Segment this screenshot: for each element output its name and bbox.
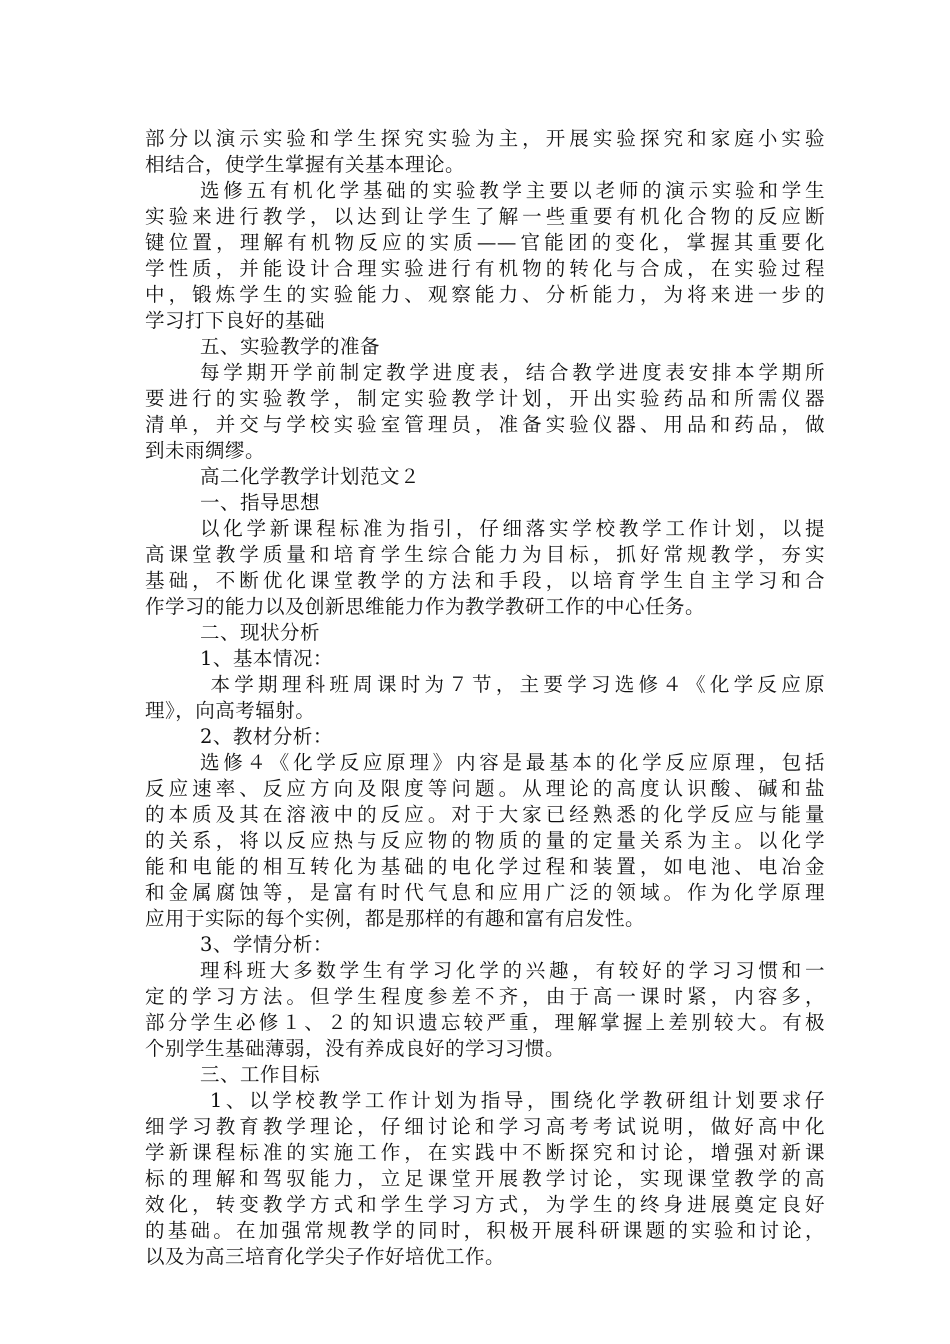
text-line: 清单，并交与学校实验室管理员，准备实验仪器、用品和药品，做 [145, 413, 825, 436]
text-line: 和金属腐蚀等，是富有时代气息和应用广泛的领域。作为化学原理 [145, 881, 825, 904]
text-line: 理科班大多数学生有学习化学的兴趣，有较好的学习习惯和一 [200, 959, 825, 982]
text-line: 的本质及其在溶液中的反应。对于大家已经熟悉的化学反应与能量 [145, 803, 825, 826]
subsection-heading: 1、基本情况： [200, 647, 333, 670]
text-line: 以化学新课程标准为指引，仔细落实学校教学工作计划，以提 [200, 517, 825, 540]
text-line: 个别学生基础薄弱，没有养成良好的学习习惯。 [145, 1037, 566, 1060]
text-line: 实验来进行教学，以达到让学生了解一些重要有机化合物的反应断 [145, 205, 825, 228]
text-line: 的基础。在加强常规教学的同时，积极开展科研课题的实验和讨论， [145, 1219, 825, 1242]
text-line: 选修４《化学反应原理》内容是最基本的化学反应原理，包括 [200, 751, 825, 774]
text-line: 部分学生必修１、２的知识遗忘较严重，理解掌握上差别较大。有极 [145, 1011, 825, 1034]
text-line: 以及为高三培育化学尖子作好培优工作。 [145, 1245, 506, 1268]
text-line: 每学期开学前制定教学进度表，结合教学进度表安排本学期所 [200, 361, 825, 384]
text-line: 学习打下良好的基础 [145, 309, 326, 332]
text-line: 的关系，将以反应热与反应物的物质的量的定量关系为主。以化学 [145, 829, 825, 852]
section-heading: 一、指导思想 [200, 491, 321, 514]
section-heading: 三、工作目标 [200, 1063, 321, 1086]
text-line: 效化，转变教学方式和学生学习方式，为学生的终身进展奠定良好 [145, 1193, 825, 1216]
text-line: 基础，不断优化课堂教学的方法和手段，以培育学生自主学习和合 [145, 569, 825, 592]
text-line: 能和电能的相互转化为基础的电化学过程和装置，如电池、电冶金 [145, 855, 825, 878]
text-line: 选修五有机化学基础的实验教学主要以老师的演示实验和学生 [200, 179, 825, 202]
subsection-heading: 2、教材分析： [200, 725, 333, 748]
text-line: 中，锻炼学生的实验能力、观察能力、分析能力，为将来进一步的 [145, 283, 825, 306]
subsection-heading: 3、学情分析： [200, 933, 333, 956]
text-line: 相结合，使学生掌握有关基本理论。 [145, 153, 466, 176]
text-line: 反应速率、反应方向及限度等问题。从理论的高度认识酸、碱和盐 [145, 777, 825, 800]
text-line: 要进行的实验教学，制定实验教学计划，开出实验药品和所需仪器 [145, 387, 825, 410]
text-line: 1、以学校教学工作计划为指导，围绕化学教研组计划要求仔 [200, 1089, 825, 1112]
text-line: 应用于实际的每个实例，都是那样的有趣和富有启发性。 [145, 907, 646, 930]
text-line: 作学习的能力以及创新思维能力作为教学教研工作的中心任务。 [145, 595, 706, 618]
text-line: 标的理解和驾驭能力，立足课堂开展教学讨论，实现课堂教学的高 [145, 1167, 825, 1190]
text-line: 高课堂教学质量和培育学生综合能力为目标，抓好常规教学，夯实 [145, 543, 825, 566]
document-title: 高二化学教学计划范文２ [200, 465, 421, 488]
document-body [145, 126, 825, 1270]
text-line: 本学期理科班周课时为７节，主要学习选修４《化学反应原 [200, 673, 825, 696]
text-line: 学新课程标准的实施工作，在实践中不断探究和讨论，增强对新课 [145, 1141, 825, 1164]
text-line: 到未雨绸缪。 [145, 439, 266, 462]
section-heading: 五、实验教学的准备 [200, 335, 381, 358]
text-line: 键位置，理解有机物反应的实质——官能团的变化，掌握其重要化 [145, 231, 825, 254]
text-line: 学性质，并能设计合理实验进行有机物的转化与合成，在实验过程 [145, 257, 825, 280]
text-line: 细学习教育教学理论，仔细讨论和学习高考考试说明，做好高中化 [145, 1115, 825, 1138]
text-line: 理》，向高考辐射。 [145, 699, 316, 722]
section-heading: 二、现状分析 [200, 621, 321, 644]
text-line: 定的学习方法。但学生程度参差不齐，由于高一课时紧，内容多， [145, 985, 825, 1008]
text-line: 部分以演示实验和学生探究实验为主，开展实验探究和家庭小实验 [145, 127, 825, 150]
